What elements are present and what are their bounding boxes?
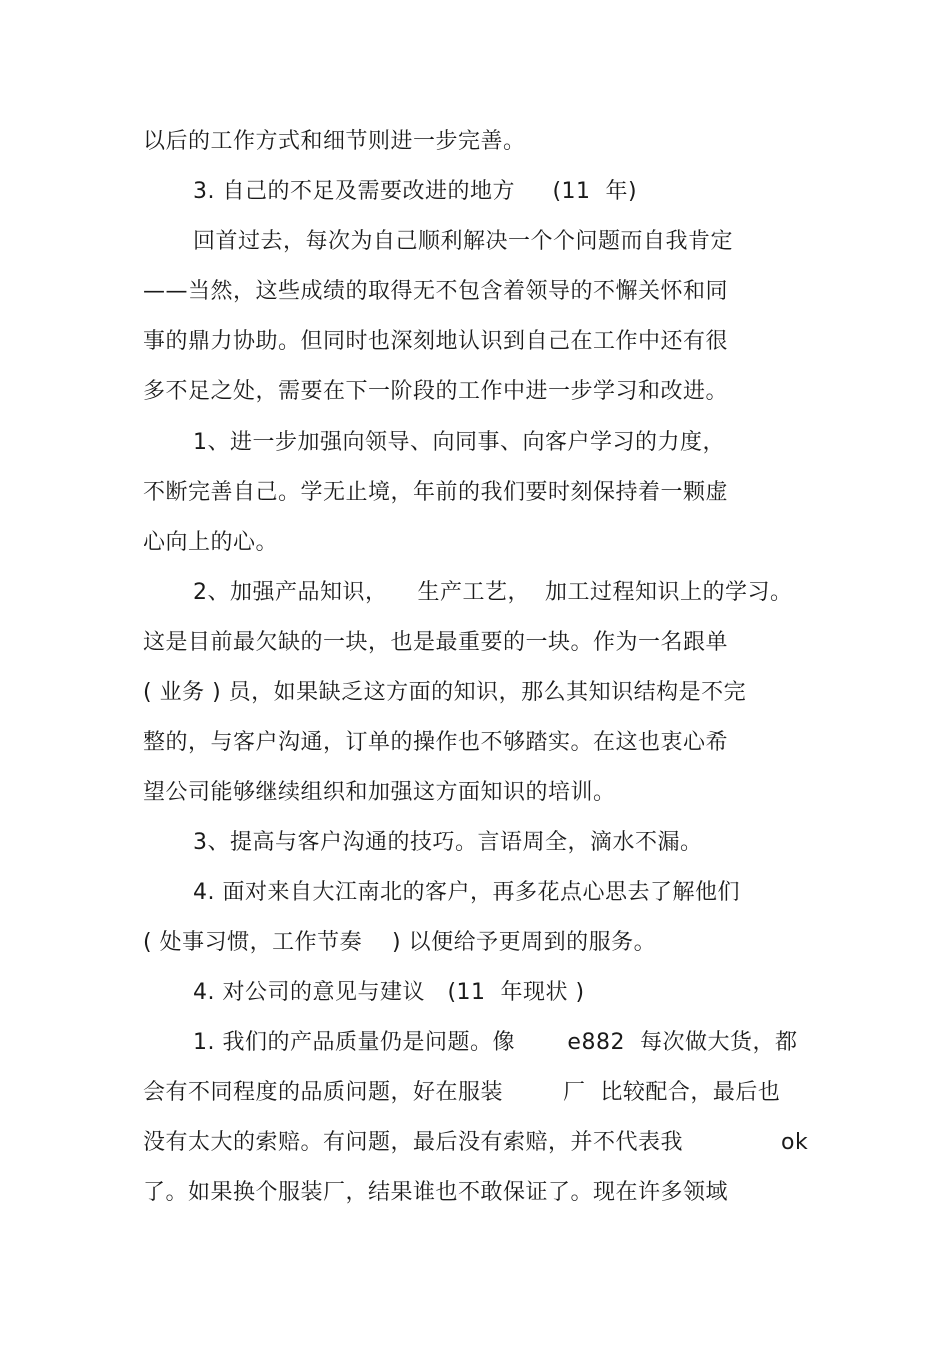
text-line: 心向上的心。 [143, 530, 279, 555]
text-line: ——当然，这些成绩的取得无不包含着领导的不懈关怀和同 [143, 279, 729, 304]
text-line: ( 处事习惯，工作节奏 ) 以便给予更周到的服务。 [143, 930, 657, 955]
section-heading: 4. 对公司的意见与建议 (11 年现状 ) [193, 980, 585, 1005]
text-line: 多不足之处，需要在下一阶段的工作中进一步学习和改进。 [143, 379, 729, 404]
section-heading: 3. 自己的不足及需要改进的地方 (11 年) [193, 179, 638, 204]
list-item: 3、提高与客户沟通的技巧。言语周全，滴水不漏。 [193, 830, 703, 855]
text-line: 了。如果换个服装厂，结果谁也不敢保证了。现在许多领域 [143, 1180, 729, 1205]
text-line: 不断完善自己。学无止境，年前的我们要时刻保持着一颗虚 [143, 480, 729, 505]
text-fragment: ok [781, 1130, 809, 1155]
text-line: 回首过去，每次为自己顺利解决一个个问题而自我肯定 [193, 229, 734, 254]
text-line: 整的，与客户沟通，订单的操作也不够踏实。在这也衷心希 [143, 730, 729, 755]
text-line: 会有不同程度的品质问题，好在服装 厂 比较配合，最后也 [143, 1080, 781, 1105]
text-line: 没有太大的索赔。有问题，最后没有索赔，并不代表我 [143, 1130, 684, 1155]
list-item: 1. 我们的产品质量仍是问题。像 e882 每次做大货，都 [193, 1030, 798, 1055]
text-line: 望公司能够继续组织和加强这方面知识的培训。 [143, 780, 616, 805]
text-line: 事的鼎力协助。但同时也深刻地认识到自己在工作中还有很 [143, 329, 729, 354]
text-line: 这是目前最欠缺的一块，也是最重要的一块。作为一名跟单 [143, 630, 729, 655]
list-item: 4. 面对来自大江南北的客户，再多花点心思去了解他们 [193, 880, 740, 905]
text-line: ( 业务 ) 员，如果缺乏这方面的知识，那么其知识结构是不完 [143, 680, 747, 705]
text-line: 以后的工作方式和细节则进一步完善。 [143, 129, 526, 154]
list-item: 1、进一步加强向领导、向同事、向客户学习的力度， [193, 430, 725, 455]
list-item: 2、加强产品知识， 生产工艺， 加工过程知识上的学习。 [193, 580, 793, 605]
